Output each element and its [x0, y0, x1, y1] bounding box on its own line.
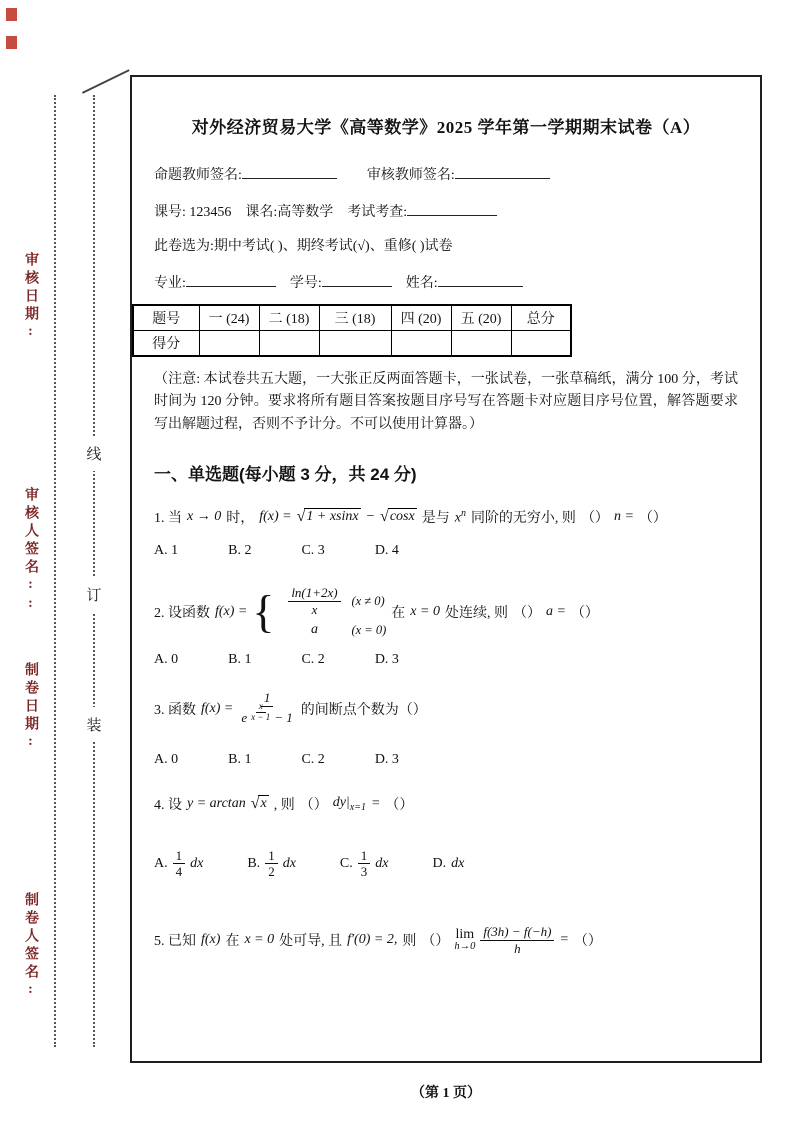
fraction-numerator: 1 — [358, 848, 371, 865]
score-header-cell: 四 (20) — [391, 305, 451, 331]
q2-option-d: D. 3 — [374, 652, 399, 668]
q1-option-c: C. 3 — [301, 543, 325, 559]
q5-equals: = — [559, 932, 569, 948]
lim-subscript: h→0 — [454, 940, 476, 952]
exam-notice: （注意: 本试卷共五大题，一大张正反两面答题卡，一张试卷，一张草稿纸，满分 100 分，考试时间为 120 分钟。要求将所有题目答案按题目序号写在答题卡对应题目序号位置，解答题要求写出解题过程，否则不予计分。不可以使用计算器。） — [154, 372, 738, 432]
seal-label-paper-maker-signature: 制卷人签名: — [23, 892, 38, 1001]
checker-signature-label: 审核教师签名: — [366, 168, 455, 183]
q1-text-shiyu: 是与 — [421, 511, 450, 527]
q4-option-d — [432, 856, 464, 872]
fraction-numerator: ln(1+2x) — [288, 585, 340, 602]
q5-text-zai: 在 — [225, 934, 240, 950]
q3-minus-one: − 1 — [274, 709, 293, 725]
radical-symbol: √ — [380, 508, 389, 526]
score-header-cell: 一 (24) — [199, 305, 259, 331]
section-1-title: 一、单选题(每小题 3 分，共 24 分) — [154, 465, 417, 485]
q2-case-2 — [277, 622, 386, 638]
exam-check-blank — [407, 201, 497, 216]
binding-dotted-line-outer — [93, 95, 95, 1047]
q3-fraction — [238, 690, 295, 727]
q5-answer-paren-1: （） — [421, 934, 450, 950]
score-empty-cell — [259, 331, 319, 357]
page-number-footer: （第 1 页） — [411, 1086, 481, 1101]
corner-diagonal-line — [82, 69, 130, 94]
q1-n-equals: n = — [613, 509, 634, 525]
score-header-cell: 题号 — [133, 305, 199, 331]
radical-symbol: √ — [296, 508, 306, 526]
radical-symbol: √ — [250, 794, 260, 812]
score-header-cell: 总分 — [511, 305, 571, 331]
q4-option-c-letter: C. — [339, 855, 353, 871]
q4-dy-at-x1 — [333, 795, 366, 813]
q4-y-equals-arctan: y = arctan — [187, 795, 246, 811]
score-header-cell: 二 (18) — [259, 305, 319, 331]
q1-limit-expr: x → 0 — [187, 509, 222, 525]
q2-a-equals: a = — [545, 603, 566, 619]
q5-x0-expr: x = 0 — [244, 932, 275, 948]
q4-option-d-dx: dx — [451, 855, 465, 871]
q2-piecewise-function — [252, 585, 386, 638]
fraction-denominator: 2 — [268, 864, 275, 880]
q1-radicand-2: cosx — [389, 509, 415, 525]
q2-text-lead: 2. 设函数 — [154, 605, 210, 621]
q5-text-lead: 5. 已知 — [154, 934, 196, 950]
fraction-denominator: x — [311, 601, 318, 617]
q2-x0-expr: x = 0 — [410, 603, 440, 619]
student-id-label: 学号: — [289, 276, 322, 291]
q1-text-shi: 时， — [226, 511, 255, 527]
question-4 — [154, 794, 738, 814]
question-5 — [154, 924, 738, 956]
q1-option-a: A. 1 — [154, 543, 179, 559]
q3-e-base: e — [241, 709, 248, 725]
q5-answer-paren-2: （） — [573, 934, 602, 950]
exam-check-label: 考试考查: — [347, 205, 408, 220]
q4-answer-paren-1: （） — [299, 797, 328, 813]
q4-sqrt-x — [251, 795, 269, 813]
q3-option-c: C. 2 — [301, 751, 325, 767]
question-3-options — [154, 752, 738, 768]
fraction-denominator: h — [514, 940, 521, 956]
q3-option-d: D. 3 — [374, 751, 399, 767]
score-header-cell: 五 (20) — [451, 305, 511, 331]
q5-derivative-value: f′(0) = 2, — [347, 932, 398, 948]
q2-option-b: B. 1 — [228, 652, 252, 668]
q1-option-d: D. 4 — [374, 543, 399, 559]
q5-text-differentiable: 处可导, 且 — [279, 934, 343, 950]
q5-fraction — [480, 924, 554, 956]
score-table — [132, 304, 572, 357]
score-empty-cell — [319, 331, 391, 357]
q2-case-1-expression — [277, 585, 351, 617]
score-header-cell: 三 (18) — [319, 305, 391, 331]
score-empty-cell — [199, 331, 259, 357]
fraction-numerator: 1 — [173, 848, 186, 865]
seal-label-review-date: 审核日期: — [23, 252, 38, 343]
seal-label-paper-making-date: 制卷日期: — [23, 662, 38, 753]
question-1 — [154, 507, 738, 527]
q1-answer-paren-2: （） — [638, 511, 667, 527]
student-info-line — [154, 272, 738, 292]
q4-text-lead: 4. 设 — [154, 797, 182, 813]
exam-content-box — [130, 75, 762, 1063]
fraction-numerator: 1 — [261, 690, 274, 707]
fraction-denominator: x − 1 — [251, 711, 271, 722]
fraction-denominator: 3 — [360, 864, 368, 880]
red-seal-mark-bottom — [6, 36, 17, 49]
q3-text-lead: 3. 函数 — [154, 703, 196, 719]
q3-fx-equals: f(x) = — [201, 701, 234, 717]
q2-case-2-condition: (x = 0) — [351, 622, 387, 637]
exam-title: 对外经济贸易大学《高等数学》2025 学年第一学期期末试卷（A） — [191, 118, 701, 137]
q1-x-base: x — [454, 510, 461, 526]
q1-text-tail: 同阶的无穷小, 则 — [470, 511, 576, 527]
q4-option-c — [340, 848, 389, 880]
question-2 — [154, 585, 738, 638]
q4-text-ze: , 则 — [273, 797, 295, 813]
maker-signature-blank — [242, 164, 337, 179]
q4-option-b — [247, 848, 296, 880]
course-line — [154, 201, 738, 221]
q1-radicand-1: 1 + xsinx — [306, 509, 359, 525]
q5-limit-operator — [454, 928, 475, 953]
score-empty-cell — [391, 331, 451, 357]
course-number: 课号: 123456 — [154, 205, 232, 220]
q2-case-1-condition: (x ≠ 0) — [351, 593, 385, 608]
binding-dotted-line-inner — [54, 95, 56, 1047]
q1-minus: − — [365, 509, 376, 525]
q2-option-c: C. 2 — [301, 652, 325, 668]
q4-option-b-letter: B. — [247, 855, 261, 871]
question-3 — [154, 690, 738, 727]
q1-option-b: B. 2 — [228, 543, 252, 559]
name-label: 姓名: — [405, 276, 438, 291]
q2-option-a: A. 0 — [154, 652, 179, 668]
q3-exponent-fraction — [248, 702, 273, 723]
binding-char-line: 线 — [85, 436, 103, 471]
score-empty-cell — [451, 331, 511, 357]
q4-option-b-dx: dx — [282, 855, 296, 871]
paper-type-line: 此卷选为:期中考试( )、期终考试(√)、重修( )试卷 — [154, 239, 453, 254]
q4-subscript-x1: x=1 — [349, 801, 366, 813]
left-brace-symbol: { — [252, 585, 275, 637]
q1-answer-paren-1: （） — [580, 511, 609, 527]
q4-option-a — [154, 848, 203, 880]
maker-signature-label: 命题教师签名: — [154, 168, 242, 183]
signature-line — [154, 164, 738, 184]
score-table-score-row — [133, 331, 571, 357]
course-name: 课名:高等数学 — [245, 205, 334, 220]
seal-label-reviewer-signature: 审核人签名:: — [23, 487, 38, 615]
q4-option-c-fraction — [358, 848, 371, 880]
q2-answer-paren-1: （） — [512, 605, 541, 621]
q2-cases-column — [277, 585, 386, 638]
question-2-options — [154, 652, 738, 668]
score-empty-cell — [511, 331, 571, 357]
q2-case-1 — [277, 585, 386, 617]
checker-signature-blank — [455, 164, 550, 179]
student-id-blank — [322, 272, 392, 287]
q3-text-tail: 的间断点个数为（） — [300, 703, 427, 719]
fraction-denominator — [238, 700, 295, 728]
question-4-options — [154, 848, 738, 880]
q1-sqrt-1 — [297, 508, 361, 526]
q2-text-continuous: 处连续, 则 — [444, 605, 508, 621]
q3-option-b: B. 1 — [228, 751, 252, 767]
q2-case-2-value: a — [310, 622, 318, 638]
binding-char-bind: 装 — [85, 707, 103, 742]
name-blank — [438, 272, 523, 287]
q5-fx: f(x) — [201, 932, 221, 948]
q4-option-a-fraction — [173, 848, 186, 880]
q4-equals: = — [370, 795, 381, 811]
red-seal-mark-top — [6, 8, 17, 21]
q2-answer-paren-2: （） — [570, 605, 599, 621]
q3-exponent — [248, 702, 273, 723]
fraction-numerator: f(3h) − f(−h) — [480, 924, 554, 941]
major-label: 专业: — [154, 276, 186, 291]
q1-n-exponent: n — [460, 507, 466, 519]
q4-dy-bar: dy| — [332, 794, 350, 810]
q1-fx-equals: f(x) = — [259, 509, 292, 525]
q2-text-zai: 在 — [391, 605, 406, 621]
binding-char-stitch: 订 — [85, 577, 103, 612]
major-blank — [186, 272, 276, 287]
q1-x-power-n — [455, 508, 466, 527]
lim-symbol: lim — [455, 926, 475, 942]
q4-answer-paren-2: （） — [385, 797, 414, 813]
q2-case-1-fraction — [288, 585, 340, 617]
q4-option-b-fraction — [265, 848, 278, 880]
q1-sqrt-2 — [380, 508, 417, 526]
q5-text-ze: 则 — [402, 934, 417, 950]
q2-case-2-expression — [277, 622, 351, 638]
q4-option-a-dx: dx — [190, 855, 204, 871]
q4-option-d-letter: D. — [432, 855, 447, 871]
score-table-header-row — [133, 305, 571, 331]
score-row-label: 得分 — [133, 331, 199, 357]
fraction-numerator: 1 — [265, 848, 278, 865]
q4-option-a-letter: A. — [154, 855, 168, 871]
fraction-numerator: x — [256, 702, 266, 713]
q4-option-c-dx: dx — [375, 855, 389, 871]
question-1-options — [154, 543, 738, 559]
q4-radicand: x — [260, 795, 267, 811]
q2-fx-equals: f(x) = — [215, 603, 248, 619]
q3-option-a: A. 0 — [154, 751, 179, 767]
q1-text-lead: 1. 当 — [154, 511, 182, 527]
fraction-denominator: 4 — [175, 864, 183, 880]
